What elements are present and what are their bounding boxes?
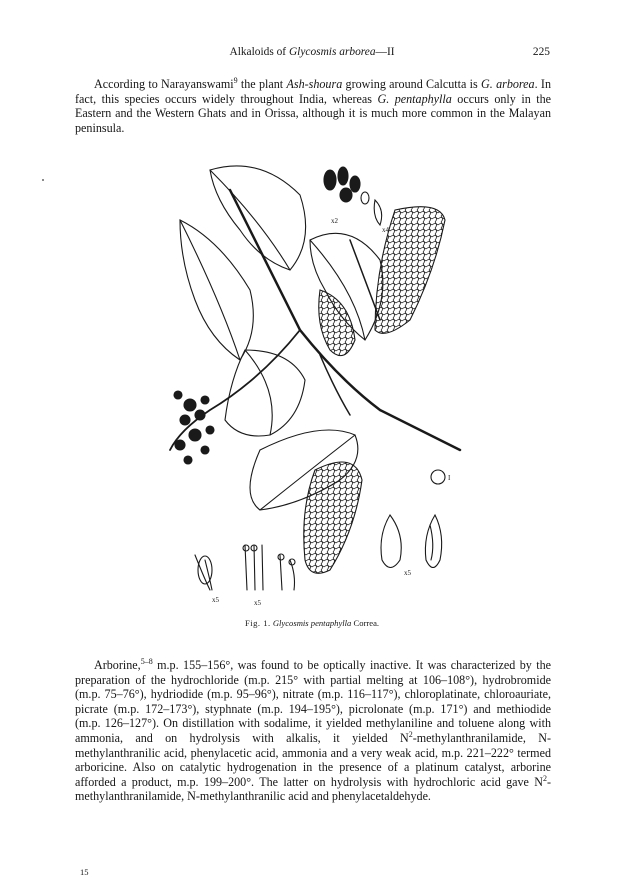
- figure-number: Fig. 1.: [244, 618, 271, 628]
- figure-caption: [74, 618, 550, 628]
- flower-cluster: [324, 167, 369, 204]
- leaf: [180, 220, 253, 360]
- magnification-label: x5: [254, 599, 261, 607]
- magnification-label: x4: [382, 226, 389, 234]
- running-title: Alkaloids of Glycosmis arborea—II: [229, 46, 395, 58]
- page-number: 225: [532, 46, 550, 58]
- running-title-species: Glycosmis arborea: [288, 46, 376, 58]
- species-name: G. pentaphylla: [377, 91, 452, 106]
- fruit: [381, 515, 401, 568]
- figure-label: I: [448, 474, 451, 482]
- stamen: [245, 545, 263, 590]
- superscript: 2: [408, 729, 413, 739]
- leaf: [225, 350, 305, 436]
- signature-mark: 15: [80, 867, 89, 877]
- leaf-veined: [304, 462, 362, 573]
- inflorescence: [174, 391, 214, 464]
- running-header: [74, 46, 550, 62]
- superscript: 2: [542, 773, 547, 783]
- magnification-label: x5: [212, 596, 219, 604]
- magnification-label: x2: [331, 217, 338, 225]
- paragraph-distribution: According to Narayanswami$^9$ the plant Ash-shoura growing around Calcutta is G. arborea. In fact, this species occurs widely throughout India, whereas G. pentaphylla occurs only in the Eastern and the Western Ghats and in Orissa, although it is much more common in the Malayan peninsula.: [75, 75, 552, 135]
- paragraph-arborine: Arborine,$^{5-8}$ m.p. 155–156°, was found to be optically inactive. It was characterized by the preparation of the hydrochloride (m.p. 215° with partial melting at 106–108°), hydrobromide (m.p. 75–76°), hydriodide (m.p. 95–96°), nitrate (m.p. 116–117°), chloroplatinate, chloroauriate, picrate (m.p. 172–173°), styphnate (m.p. 194–195°), picrolonate (m.p. 171°) and methiodide (m.p. 126–127°). On distillation with sodalime, it yielded methylaniline and toluene along with ammonia, and on hydrolysis with alkalis, it yielded $N^2$-methylanthranilamide, N-methylanthranilic acid, phenylacetic acid, ammonia and a very weak acid, m.p. 221–222° termed arboricine. Also on catalytic hydrogenation in the presence of a platinum catalyst, arborine afforded a product, m.p. 199–200°. The latter on hydrolysis with hydrochloric acid gave $N^2$-methylanthranilamide, N-methylanthranilic acid and phenylacetaldehyde.: [75, 656, 551, 804]
- species-name: G. arborea: [481, 77, 535, 91]
- fruit-section: [431, 470, 445, 484]
- reference-superscript: 5–8: [140, 656, 153, 666]
- botanical-illustration: [150, 150, 480, 610]
- plant-name: Ash-shoura: [286, 77, 343, 91]
- magnification-label: x5: [404, 569, 411, 577]
- caption-species: Glycosmis pentaphylla: [272, 618, 352, 628]
- leaf-veined: [319, 290, 355, 356]
- caption-author: Correa.: [353, 618, 380, 628]
- speck: [42, 179, 44, 181]
- reference-superscript: 9: [233, 75, 238, 85]
